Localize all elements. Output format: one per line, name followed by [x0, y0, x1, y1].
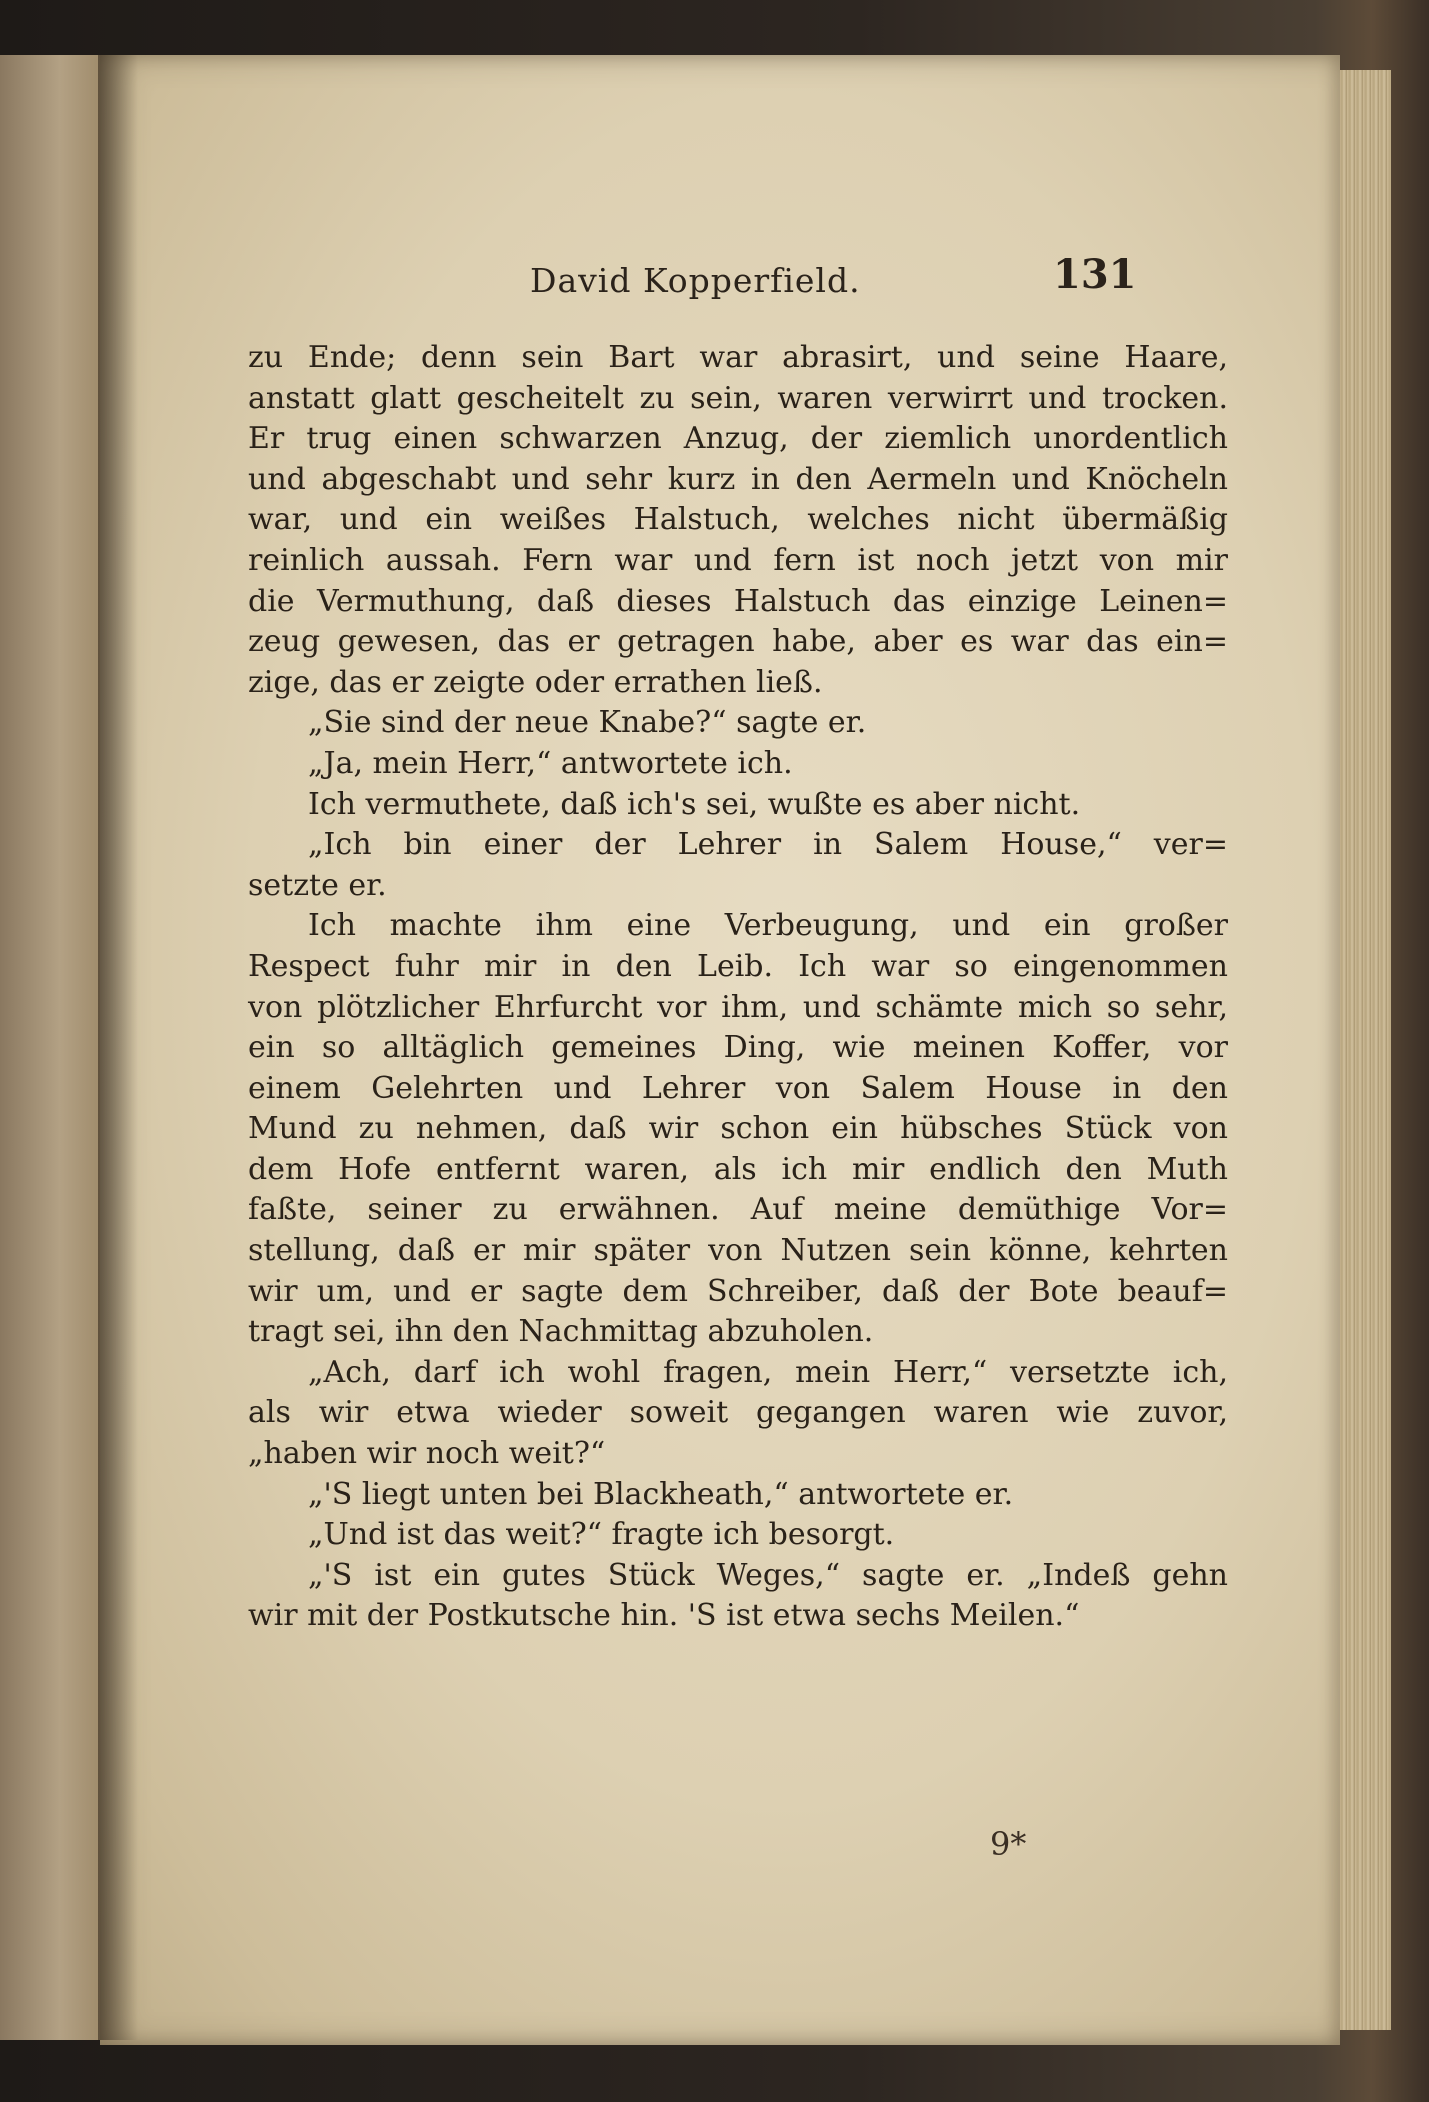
text-line: Respect fuhr mir in den Leib. Ich war so eingenommen	[248, 948, 1228, 984]
text-line: „Ich bin einer der Lehrer in Salem House,“ ver=	[308, 827, 1228, 863]
text-line: ein so alltäglich gemeines Ding, wie meinen Koffer, vor	[248, 1030, 1228, 1066]
text-line: die Vermuthung, daß dieses Halstuch das einzige Leinen=	[248, 583, 1228, 619]
text-line: „'S liegt unten bei Blackheath,“ antwortete er.	[308, 1476, 1014, 1512]
text-line: als wir etwa wieder soweit gegangen waren wie zuvor,	[248, 1395, 1228, 1431]
text-line: „Ja, mein Herr,“ antwortete ich.	[308, 745, 793, 781]
text-line: wir mit der Postkutsche hin. 'S ist etwa sechs Meilen.“	[248, 1598, 1080, 1634]
running-head: David Kopperfield.	[530, 261, 861, 300]
body-text	[248, 338, 1228, 1637]
text-line: „Ach, darf ich wohl fragen, mein Herr,“ versetzte ich,	[308, 1354, 1228, 1390]
signature-mark: 9*	[990, 1825, 1027, 1863]
text-line: von plötzlicher Ehrfurcht vor ihm, und schämte mich so sehr,	[248, 989, 1228, 1025]
text-line: faßte, seiner zu erwähnen. Auf meine demüthige Vor=	[248, 1192, 1228, 1228]
text-line: setzte er.	[248, 867, 387, 903]
text-line: „Sie sind der neue Knabe?“ sagte er.	[308, 705, 867, 741]
text-line: dem Hofe entfernt waren, als ich mir endlich den Muth	[248, 1151, 1228, 1187]
text-line: zige, das er zeigte oder errathen ließ.	[248, 664, 823, 700]
text-line: zeug gewesen, das er getragen habe, aber es war das ein=	[248, 624, 1228, 660]
text-line: einem Gelehrten und Lehrer von Salem House in den	[248, 1070, 1228, 1106]
text-line: wir um, und er sagte dem Schreiber, daß der Bote beauf=	[248, 1273, 1228, 1309]
text-line: war, und ein weißes Halstuch, welches nicht übermäßig	[248, 502, 1228, 538]
text-line: reinlich aussah. Fern war und fern ist noch jetzt von mir	[248, 542, 1228, 578]
text-line: „Und ist das weit?“ fragte ich besorgt.	[308, 1517, 895, 1553]
text-line: tragt sei, ihn den Nachmittag abzuholen.	[248, 1314, 874, 1350]
text-line: anstatt glatt gescheitelt zu sein, waren verwirrt und trocken.	[248, 380, 1228, 416]
text-line: „haben wir noch weit?“	[248, 1436, 606, 1472]
text-line: Er trug einen schwarzen Anzug, der ziemlich unordentlich	[248, 421, 1228, 457]
text-line: und abgeschabt und sehr kurz in den Aermeln und Knöcheln	[248, 461, 1228, 497]
page-number: 131	[1053, 251, 1137, 298]
text-line: Ich machte ihm eine Verbeugung, und ein großer	[308, 908, 1228, 944]
text-line: Ich vermuthete, daß ich's sei, wußte es aber nicht.	[308, 786, 1081, 822]
text-line: stellung, daß er mir später von Nutzen sein könne, kehrten	[248, 1233, 1228, 1269]
book-page	[100, 55, 1340, 2045]
text-line: zu Ende; denn sein Bart war abrasirt, und seine Haare,	[248, 340, 1228, 375]
facing-page-edge	[0, 55, 102, 2040]
spine-shadow	[98, 55, 138, 2040]
text-line: Mund zu nehmen, daß wir schon ein hübsches Stück von	[248, 1111, 1228, 1147]
page-header	[100, 251, 1340, 311]
text-line: „'S ist ein gutes Stück Weges,“ sagte er. „Indeß gehn	[308, 1557, 1228, 1593]
